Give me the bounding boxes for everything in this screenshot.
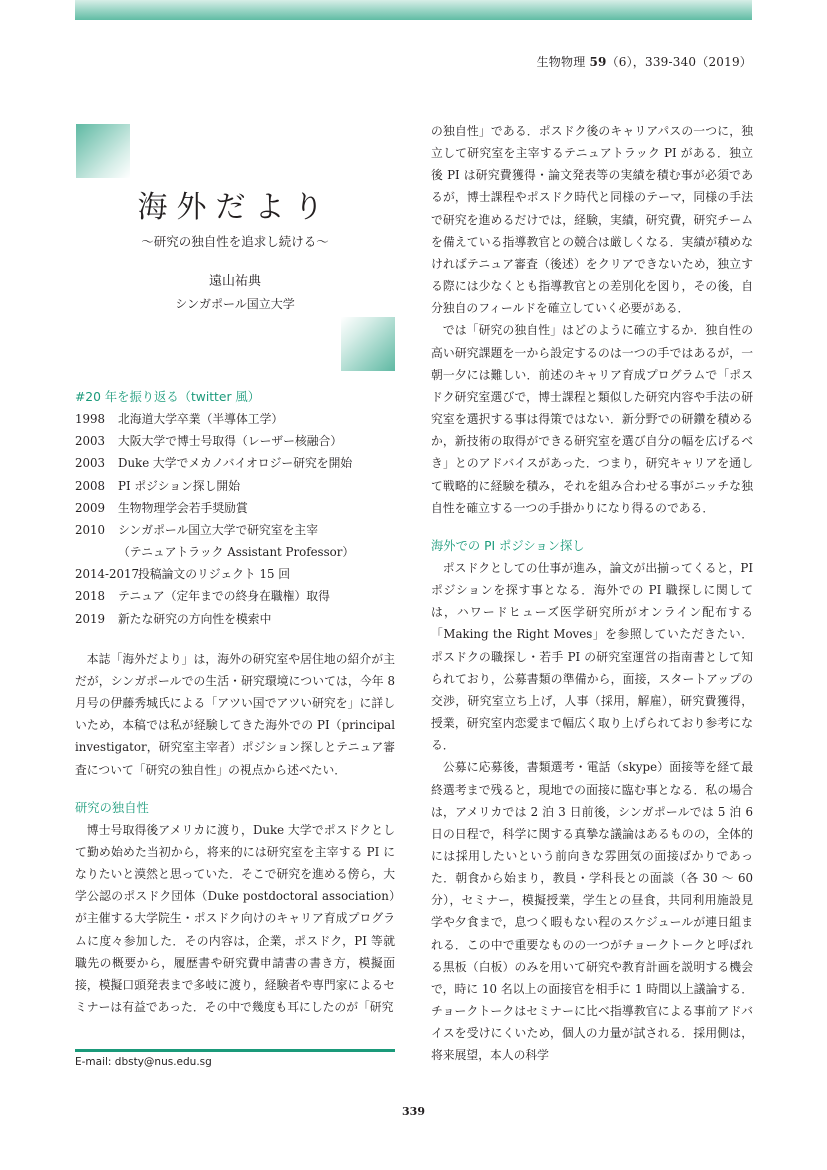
title-corner-decoration-bottom (341, 317, 395, 371)
page-number: 339 (402, 1105, 425, 1118)
timeline-year: 2019 (75, 611, 106, 626)
timeline-year: 2003 (75, 434, 106, 449)
body-paragraph: 公募に応募後，書類選考・電話（skype）面接等を経て最終選考まで残ると，現地での面接に臨む事となる．私の場合は，アメリカでは 2 泊 3 日前後，シンガポールでは 5 泊 6 日の日程で，科学に関する真摯な議論はあるものの，全体的には採用したいという前向きな雰囲気の面接ばかりであった．朝食から始まり，教員・学科長との面談（各 30 ～ 60 分），セミナー，模擬授業，学生との昼食，共同利用施設見学や夕食まで，息つく暇もない程のスケジュールが連日組まれる．この中で重要なものの一つがチョークトークと呼ばれる黒板（白板）のみを用いて研究や教育計画を説明する機会で，時に 10 名以上の面接官を相手に 1 時間以上議論する．チョークトークはセミナーに比べ指導教官による事前アドバイスを受けにくいため，個人の力量が試される．採用側は，将来展望，本人の科学 (431, 760, 753, 1063)
journal-volume: 59 (589, 55, 607, 69)
timeline-heading: #20 年を振り返る（twitter 風） (75, 390, 260, 404)
author-affiliation: シンガポール国立大学 (175, 297, 295, 311)
timeline-year: 2014-2017 (75, 567, 140, 582)
timeline-list (75, 408, 395, 630)
timeline-year: 2003 (75, 456, 106, 471)
author-name: 遠山祐典 (208, 274, 261, 289)
body-paragraph: 博士号取得後アメリカに渡り，Duke 大学でポスドクとして勤め始めた当初から，将来的には研究室を主宰する PI になりたいと漠然と思っていた．そこで研究を進める傍ら，大学公認のポスドク団体（Duke postdoctoral association）が主催する大学院生・ポスドク向けのキャリア育成プログラムに度々参加した．その内容は，企業，ポスドク，PI 等就職先の概要から，履歴書や研究費申請書の書き方，模擬面接，模擬口頭発表まで多岐に渡り，経験者や専門家によるセミナーは有益であった．その中で幾度も耳にしたのが「研究 (75, 822, 395, 1015)
right-column (431, 120, 753, 1067)
section-heading-pi-search: 海外での PI ポジション探し (431, 538, 585, 553)
body-paragraph: ポスドクとしての仕事が進み，論文が出揃ってくると，PI ポジションを探す事となる．海外での PI 職探しに関しては，ハワードヒューズ医学研究所がオンライン配布する「Making the Right Moves」を参照していただきたい．ポスドクの職探し・若手 PI の研究室運営の指南書として知られており，公募書類の準備から，面接，スタートアップの交渉，研究室立ち上げ，人事（採用，解雇），研究費獲得，授業，研究室内恋愛まで幅広く取り上げられており参考になる． (431, 560, 753, 753)
timeline-item (75, 430, 395, 452)
timeline-year: 2010 (75, 522, 106, 537)
timeline-item (75, 608, 395, 630)
header-color-band (75, 0, 752, 20)
timeline-item (75, 452, 395, 474)
body-paragraph: では「研究の独自性」はどのように確立するか．独自性の高い研究課題を一から設定するのは一つの手ではあるが，一朝一夕には難しい．前述のキャリア育成プログラムで「ポスドク研究室選びで，博士課程と類似した研究内容や手法の研究室を選択する事は得策ではない．新分野での研鑽を積めるか，新技術の取得ができる研究室を選び自分の幅を広げるべき」とのアドバイスがあった．つまり，研究キャリアを通して戦略的に経験を積み，それを組み合わせる事がニッチな独自性を確立する一つの手掛かりになり得るのである． (431, 323, 753, 515)
timeline-item (75, 585, 395, 607)
timeline-event: 生物物理学会若手奨励賞 (118, 500, 248, 515)
body-paragraph-continued: の独自性」である．ポスドク後のキャリアパスの一つに，独立して研究室を主宰するテニュアトラック PI がある．独立後 PI は研究費獲得・論文発表等の実績を積む事が必須であるが，博士課程やポスドク時代と同様のテーマ，同様の手法で研究を進めるだけでは，経験，実績，研究費，研究チームを備えている指導教官との競合は厳しくなる．実績が積めなければテニュア審査（後述）をクリアできないため，独立する際には少なくとも指導教官との差別化を図り，その後，自分独自のフィールドを確立していく必要がある． (431, 124, 753, 316)
timeline-item (75, 519, 395, 541)
timeline-year: 2008 (75, 478, 106, 493)
timeline-event: 北海道大学卒業（半導体工学） (118, 412, 284, 427)
timeline-event: 大阪大学で博士号取得（レーザー核融合） (118, 434, 343, 449)
left-column (75, 386, 395, 1018)
journal-name: 生物物理 (536, 55, 586, 69)
timeline-event: 投稿論文のリジェクト 15 回 (138, 567, 291, 582)
section-heading-originality: 研究の独自性 (75, 800, 149, 815)
timeline-year: 2018 (75, 589, 106, 604)
timeline-event: シンガポール国立大学で研究室を主宰 (118, 522, 319, 537)
article-subtitle: ～研究の独自性を追求し続ける～ (141, 234, 329, 249)
author-email: E-mail: dbsty@nus.edu.sg (75, 1056, 212, 1068)
article-title: 海外だより (137, 190, 333, 225)
title-corner-decoration-top (76, 124, 130, 178)
intro-paragraph: 本誌「海外だより」は，海外の研究室や居住地の紹介が主だが，シンガポールでの生活・研究環境については，今年 8 月号の伊藤秀城氏による「アツい国でアツい研究を」に詳しいため，本稿では私が経験してきた海外での PI（principal investigator，研究室主宰者）ポジション探しとテニュア審査について「研究の独自性」の視点から述べたい． (75, 651, 395, 777)
timeline-item (75, 408, 395, 430)
timeline-event: 新たな研究の方向性を模索中 (118, 611, 272, 626)
journal-issue-pages: （6），339-340（2019） (606, 55, 752, 69)
timeline-event-continuation: （テニュアトラック Assistant Professor） (118, 545, 355, 560)
timeline-item (75, 497, 395, 519)
timeline-year: 2009 (75, 500, 106, 515)
footnote-rule (75, 1049, 395, 1052)
timeline-event: PI ポジション探し開始 (118, 478, 240, 493)
timeline-item (75, 475, 395, 497)
journal-citation (537, 53, 752, 70)
timeline-event: Duke 大学でメカノバイオロジー研究を開始 (118, 456, 353, 471)
timeline-item (75, 563, 395, 585)
timeline-year: 1998 (75, 412, 106, 427)
timeline-event: テニュア（定年までの終身在職権）取得 (118, 589, 330, 604)
